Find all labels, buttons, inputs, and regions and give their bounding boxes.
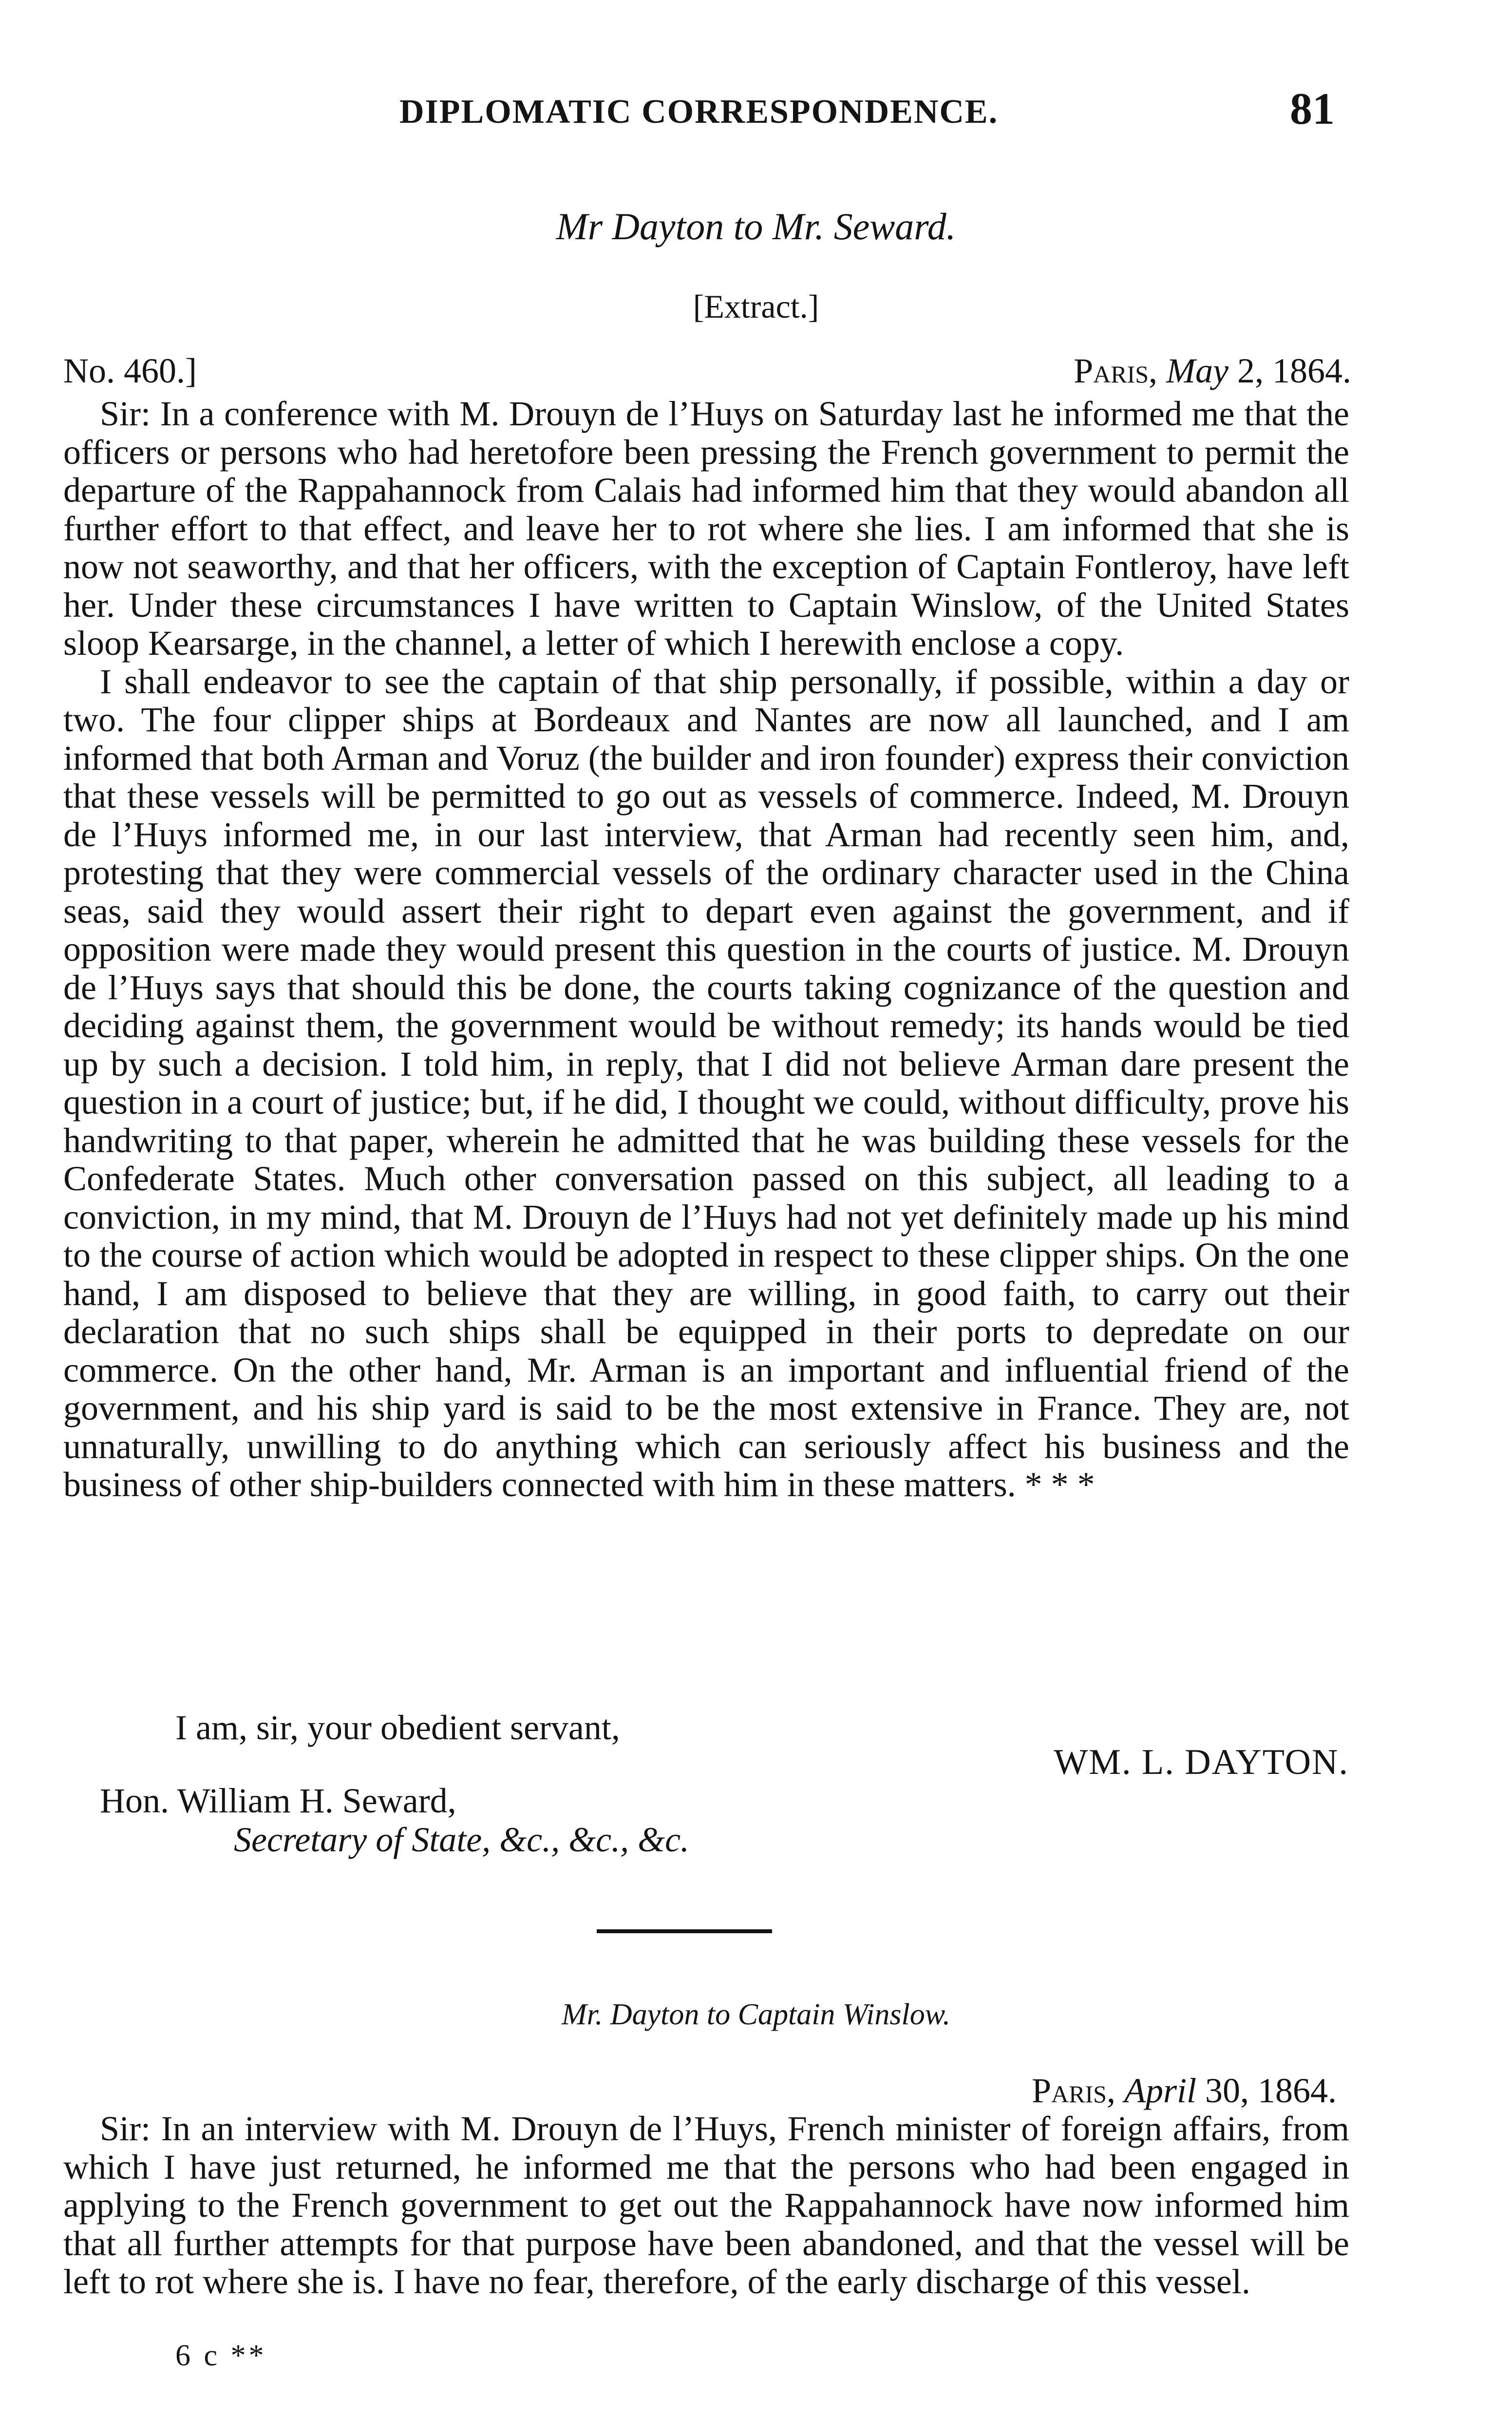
date-month: April [1124, 2071, 1196, 2110]
despatch-number: No. 460.] [63, 351, 197, 390]
letter-heading: Mr. Dayton to Captain Winslow. [561, 1998, 950, 2031]
page-header [399, 83, 1335, 151]
printer-signature-mark: 6 c ** [175, 2339, 267, 2372]
addressee-title: Secretary of State, &c., &c., &c. [234, 1820, 690, 1859]
letter-heading: Mr Dayton to Mr. Seward. [556, 205, 956, 247]
signature: WM. L. DAYTON. [1054, 1742, 1349, 1782]
date-month: May [1166, 351, 1228, 390]
addressee-name [100, 1781, 456, 1821]
paragraph: I shall endeavor to see the captain of that ship personally, if possible, within a day or two. The four clipper ships at Bordeaux and Nantes are now all launched, and I am informed that both Arman and Voruz (the builder and iron founder) express their conviction that these vessels will be permitted to go out as vessels of commerce. Indeed, M. Drouyn de l’Huys informed me, in our last interview, that Arman had recently seen him, and, protesting that they were commercial vessels of the ordinary character used in the China seas, said they would assert their right to depart even against the government, and if opposition were made they would present this question in the courts of justice. M. Drouyn de l’Huys says that should this be done, the courts taking cognizance of the question and deciding against them, the government would be without remedy; its hands would be tied up by such a decision. I told him, in reply, that I did not believe Arman dare present the question in a court of justice; but, if he did, I thought we could, without difficulty, prove his handwriting to that paper, wherein he admitted that he was building these vessels for the Confederate States. Much other conversation passed on this subject, all leading to a conviction, in my mind, that M. Drouyn de l’Huys had not yet definitely made up his mind to the course of action which would be adopted in respect to these clipper ships. On the one hand, I am disposed to believe that they are willing, in good faith, to carry out their declaration that no such ships shall be equipped in their ports to depredate on our commerce. On the other hand, Mr. Arman is an important and influential friend of the government, and his ship yard is said to be the most extensive in France. They are, not unnaturally, unwilling to do anything which can seriously affect his business and the business of other ship-builders connected with him in these matters. * * * [63, 662, 1349, 1504]
extract-note: [Extract.] [693, 288, 819, 325]
date-place: Paris, [1074, 351, 1158, 390]
paragraph: Sir: In a conference with M. Drouyn de l’Huys on Saturday last he informed me that the officers or persons who had heretofore been pressing the French government to permit the departure of the Rappahannock from Calais had informed him that they would abandon all further effort to that effect, and leave her to rot where she lies. I am informed that she is now not seaworthy, and that her officers, with the exception of Captain Fontleroy, have left her. Under these circumstances I have written to Captain Winslow, of the United States sloop Kearsarge, in the channel, a letter of which I herewith enclose a copy. [63, 394, 1349, 663]
letter-date [1032, 2071, 1337, 2111]
complimentary-close: I am, sir, your obedient servant, [175, 1708, 620, 1747]
date-rest: 2, 1864. [1237, 351, 1351, 390]
paragraph: Sir: In an interview with M. Drouyn de l’Huys, French minister of foreign affairs, from which I have just returned, he informed me that the persons who had been engaged in applying to the French government to get out the Rappahannock have now informed him that all further attempts for that purpose have been abandoned, and that the vessel will be left to rot where she is. I have no fear, therefore, of the early discharge of this vessel. [63, 2109, 1349, 2301]
date-place: Paris, [1032, 2071, 1115, 2110]
page-number: 81 [1290, 84, 1335, 133]
running-title: DIPLOMATIC CORRESPONDENCE. [399, 93, 999, 131]
date-rest: 30, 1864. [1205, 2071, 1337, 2110]
letter-date [1074, 351, 1351, 391]
letter-body [63, 395, 1349, 1504]
section-divider [597, 1929, 772, 1933]
addressee-name-text: Hon. William H. Seward, [100, 1781, 456, 1820]
letter-body [63, 2110, 1349, 2301]
